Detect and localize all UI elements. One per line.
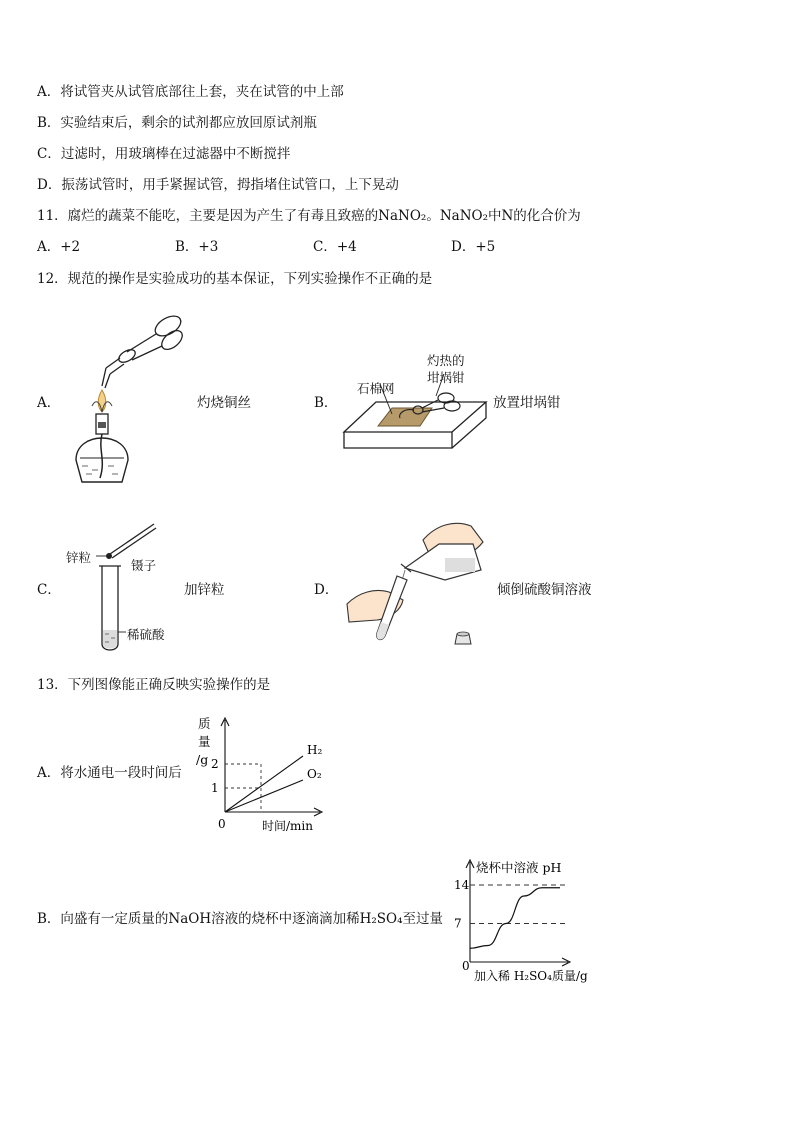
q10-option-c: C．过滤时，用玻璃棒在过滤器中不断搅拌 [37, 146, 291, 162]
q12-b-letter: B． [314, 395, 338, 411]
q12-c-label-acid: 稀硫酸 [127, 627, 165, 642]
q13-stem: 13．下列图像能正确反映实验操作的是 [37, 677, 271, 693]
chart-a-xlabel: 时间/min [262, 819, 313, 833]
q11-option-c: C．+4 [313, 239, 357, 255]
q12-b-label-tongs-1: 灼热的 [427, 353, 465, 368]
chart-a-origin: 0 [218, 817, 226, 831]
chart-a-series-label-0: H₂ [307, 743, 323, 757]
q10-option-d: D．振荡试管时，用手紧握试管，拇指堵住试管口，上下晃动 [37, 177, 399, 193]
q12-c-label-tweezers: 镊子 [131, 558, 157, 573]
q12-a-letter: A． [37, 395, 61, 411]
q11-option-a: A．+2 [37, 239, 81, 255]
chart-b-ytick-0: 7 [454, 916, 462, 931]
chart-a-series-line-1 [225, 780, 303, 812]
chart-a-ytick-1: 1 [211, 781, 219, 795]
chart-b-ylabel: 烧杯中溶液 pH [476, 860, 562, 875]
q12-b-caption: 放置坩埚钳 [493, 395, 561, 411]
alcohol-lamp-crucible-tongs-illustration [72, 310, 192, 490]
chart-a-series-label-1: O₂ [307, 767, 322, 781]
ph-titration-chart [440, 856, 605, 986]
chart-b-origin: 0 [462, 959, 470, 973]
chart-a-series-line-0 [225, 756, 303, 812]
q11-stem: 11．腐烂的蔬菜不能吃，主要是因为产生了有毒且致癌的NaNO₂。NaNO₂中N的化合价为 [37, 208, 581, 224]
chart-b-ytick-1: 14 [454, 878, 470, 892]
q12-c-letter: C． [37, 582, 61, 598]
chart-a-ytick-2: 2 [211, 757, 219, 771]
q12-c-label-zinc: 锌粒 [66, 550, 92, 565]
chart-a-ylabel-3: /g [196, 752, 209, 767]
q13-b-text: B．向盛有一定质量的NaOH溶液的烧杯中逐滴滴加稀H₂SO₄至过量 [37, 911, 444, 927]
q13-a-text: A．将水通电一段时间后 [37, 765, 182, 781]
q12-d-caption: 倾倒硫酸铜溶液 [497, 582, 592, 598]
asbestos-net-on-table-illustration [340, 384, 490, 456]
q12-stem: 12．规范的操作是实验成功的基本保证，下列实验操作不正确的是 [37, 271, 433, 287]
q10-option-a: A．将试管夹从试管底部往上套，夹在试管的中上部 [37, 84, 344, 100]
q11-option-d: D．+5 [451, 239, 496, 255]
q12-d-letter: D． [314, 582, 339, 598]
q12-a-caption: 灼烧铜丝 [197, 395, 251, 411]
q10-option-b: B．实验结束后，剩余的试剂都应放回原试剂瓶 [37, 115, 317, 131]
chart-b-xlabel: 加入稀 H₂SO₄质量/g [474, 969, 588, 983]
chart-a-ylabel-2: 量 [198, 734, 211, 749]
pouring-solution-illustration [345, 518, 495, 648]
q12-c-caption: 加锌粒 [184, 582, 225, 598]
q12-b-label-net: 石棉网 [357, 381, 395, 396]
q11-option-b: B．+3 [175, 239, 219, 255]
test-tube-tweezers-illustration [96, 520, 166, 660]
q12-b-label-tongs-2: 坩埚钳 [427, 370, 465, 385]
chart-b-ph-curve [470, 888, 560, 949]
electrolysis-mass-chart [190, 714, 330, 836]
chart-a-ylabel-1: 质 [198, 716, 211, 731]
